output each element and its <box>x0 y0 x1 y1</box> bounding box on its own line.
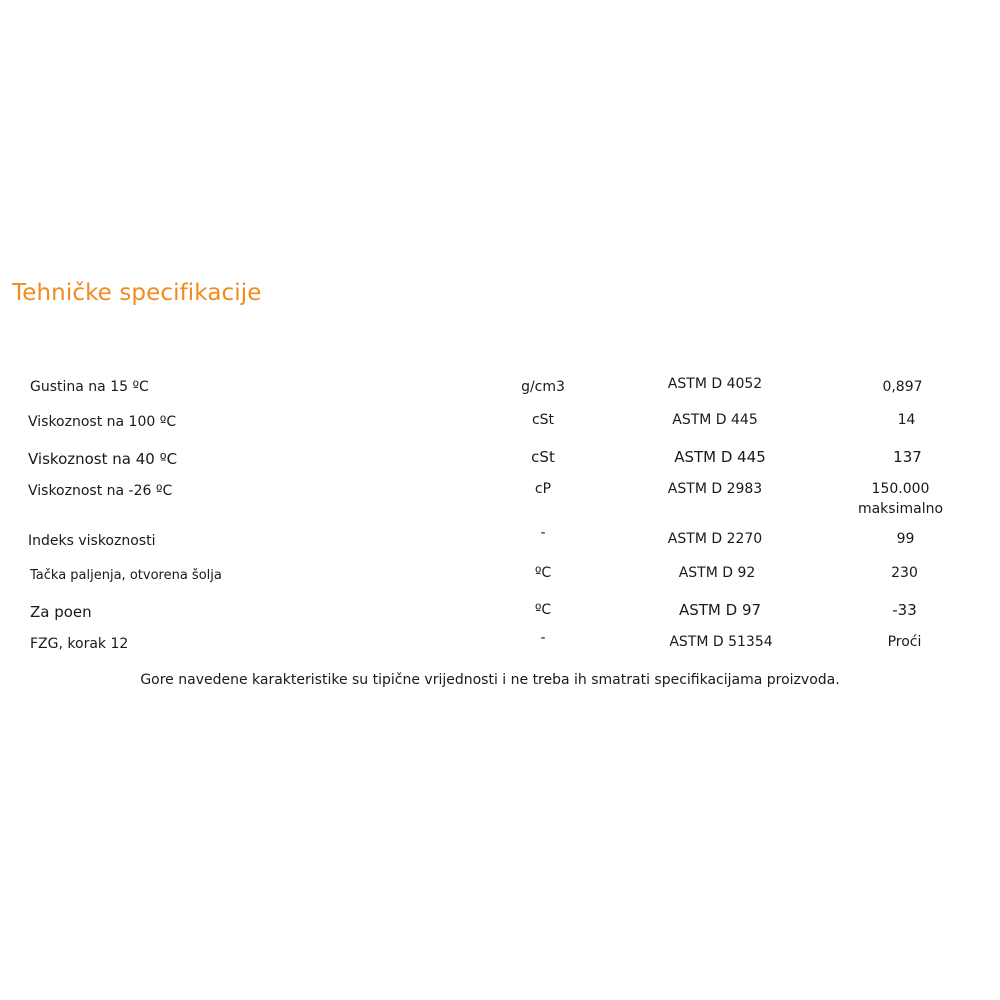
property-value: -33 <box>892 601 917 619</box>
property-value: 0,897 <box>882 379 923 395</box>
property-value: 99 <box>896 531 915 547</box>
property-value: 150.000 maksimalno <box>857 481 944 517</box>
page-title: Tehničke specifikacije <box>12 280 262 306</box>
test-method: ASTM D 445 <box>672 412 758 428</box>
property-value: Proći <box>887 634 922 650</box>
property-unit: - <box>540 630 546 646</box>
property-unit: cSt <box>531 448 555 466</box>
test-method: ASTM D 2270 <box>667 531 763 547</box>
property-name: Viskoznost na 100 ºC <box>28 414 177 430</box>
property-name: Viskoznost na -26 ºC <box>28 483 173 499</box>
property-name: Za poen <box>30 603 92 621</box>
property-value: 137 <box>893 448 922 466</box>
property-value: 230 <box>891 565 918 581</box>
test-method: ASTM D 92 <box>678 565 756 581</box>
property-unit: - <box>540 525 546 541</box>
test-method: ASTM D 51354 <box>669 634 773 650</box>
property-name: Viskoznost na 40 ºC <box>28 450 178 468</box>
test-method: ASTM D 2983 <box>667 481 763 497</box>
property-name: Indeks viskoznosti <box>28 533 156 549</box>
property-unit: cP <box>534 481 552 497</box>
test-method: ASTM D 97 <box>678 601 762 619</box>
property-unit: cSt <box>531 412 555 428</box>
property-unit: ºC <box>534 602 552 618</box>
footnote: Gore navedene karakteristike su tipične vrijednosti i ne treba ih smatrati specifikacijama proizvoda. <box>140 672 840 688</box>
property-name: Tačka paljenja, otvorena šolja <box>30 568 222 583</box>
table-row <box>0 479 1000 529</box>
property-unit: g/cm3 <box>521 379 565 395</box>
test-method: ASTM D 445 <box>674 448 766 466</box>
property-name: Gustina na 15 ºC <box>30 379 149 395</box>
test-method: ASTM D 4052 <box>667 376 763 392</box>
property-unit: ºC <box>534 565 552 581</box>
property-value: 14 <box>897 412 916 428</box>
property-name: FZG, korak 12 <box>30 636 129 652</box>
